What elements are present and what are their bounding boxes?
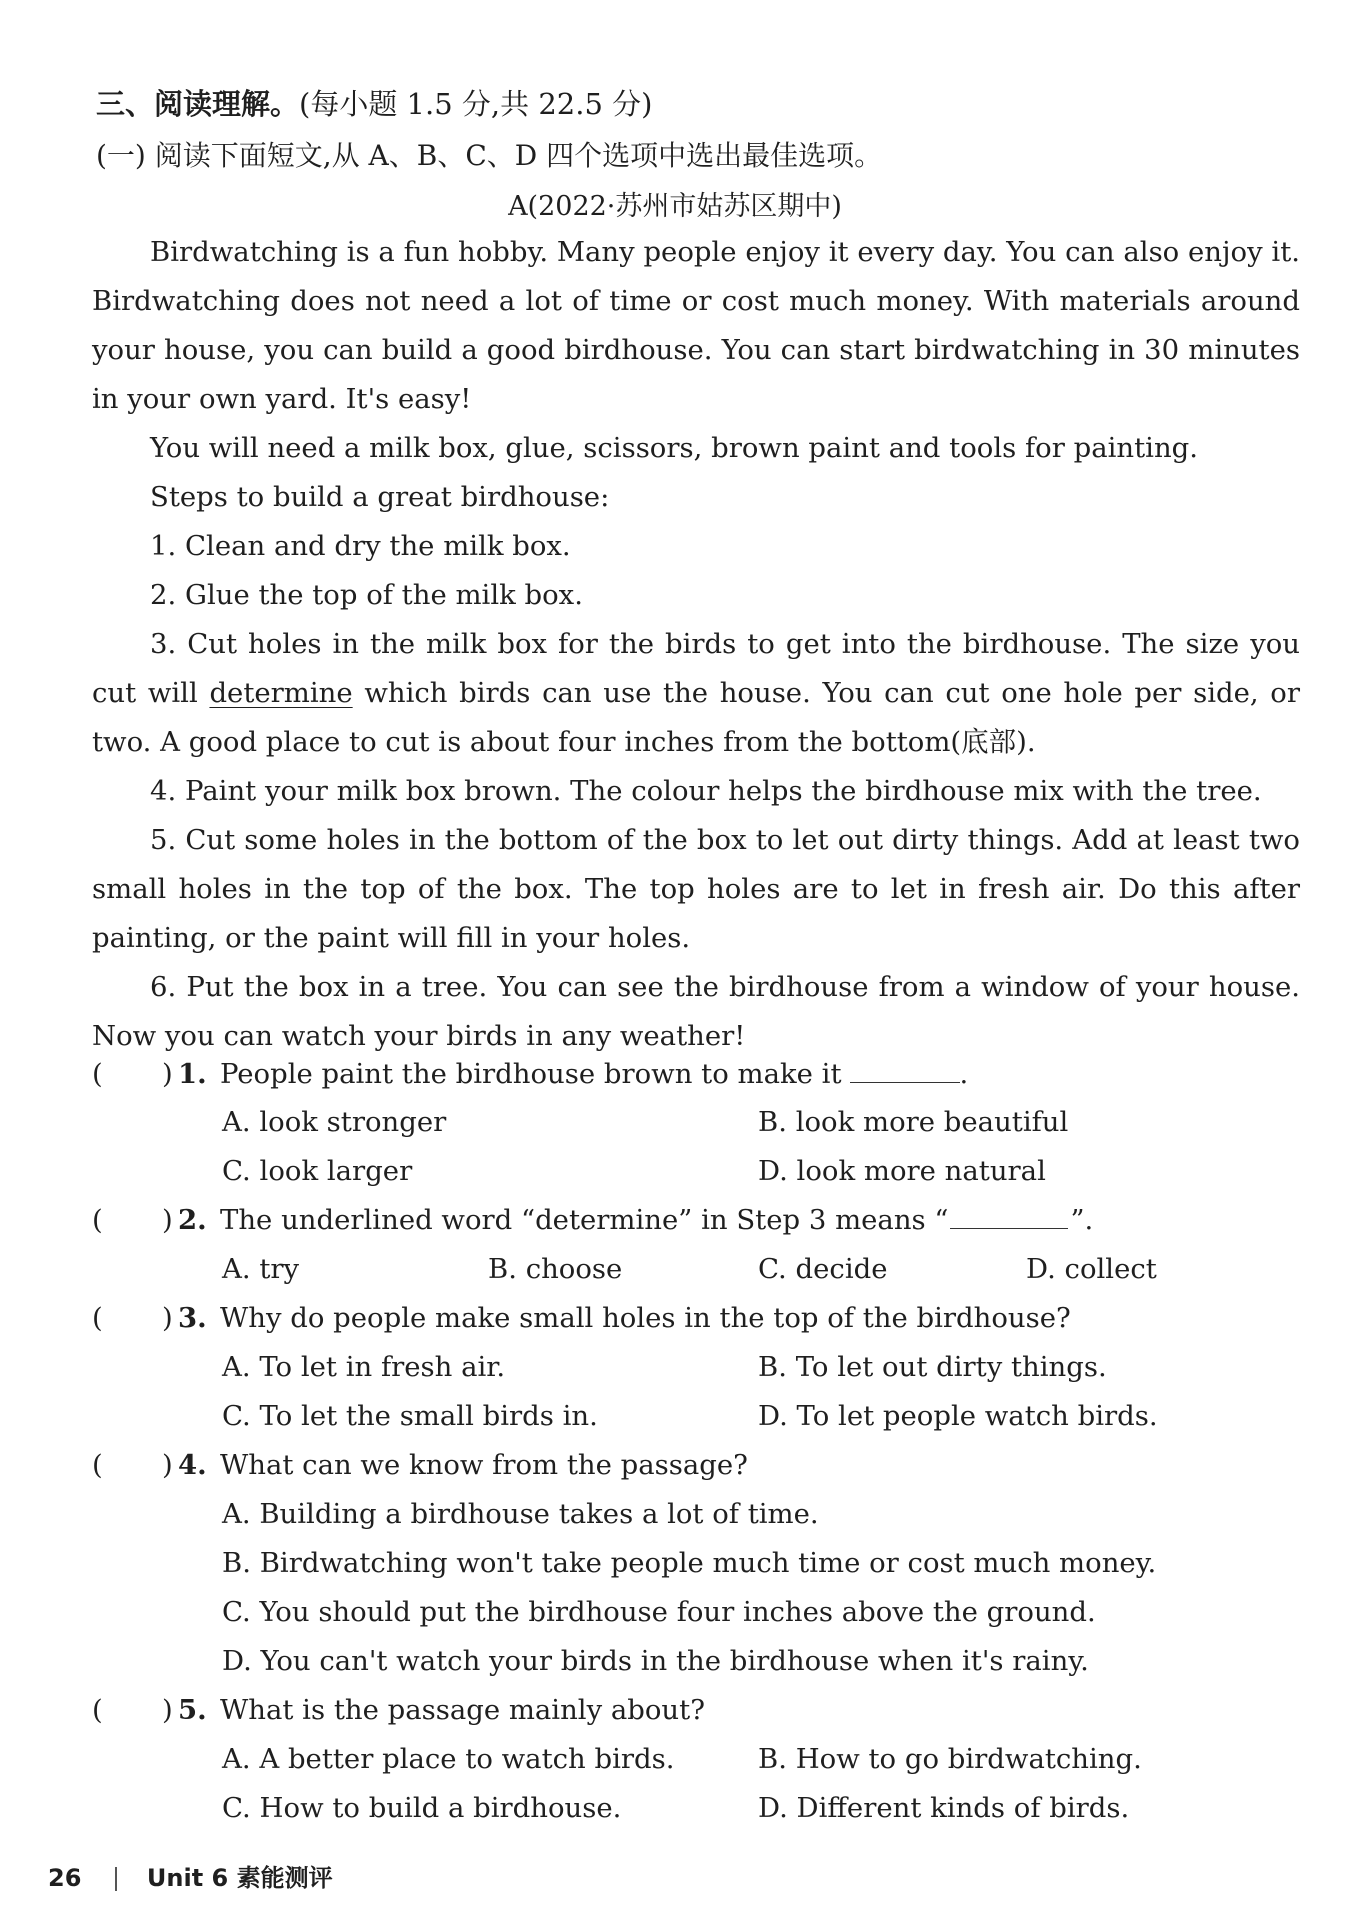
step-5: 5. Cut some holes in the bottom of the box to let out dirty things. Add at least two small holes in the top of the box. The top holes are to let in fresh air. Do this after painting, or the paint will fill in your holes.	[92, 824, 1300, 954]
question-number: 2.	[178, 1204, 207, 1236]
q1-option-b[interactable]: B. look more beautiful	[758, 1106, 1069, 1138]
q4-option-a[interactable]: A. Building a birdhouse takes a lot of time.	[222, 1498, 819, 1530]
question-text: What can we know from the passage?	[220, 1449, 748, 1481]
section-heading-title: 三、阅读理解。	[96, 87, 300, 121]
step-4: 4. Paint your milk box brown. The colour helps the birdhouse mix with the tree.	[150, 775, 1262, 807]
q3-option-c[interactable]: C. To let the small birds in.	[222, 1400, 598, 1432]
step-3-part-a: 3. Cut holes in the milk box for the birds to get into the birdhouse. The size you cut will	[92, 628, 1300, 709]
q2-option-d[interactable]: D. collect	[1026, 1253, 1157, 1285]
question-number: 1.	[178, 1058, 207, 1090]
answer-paren-close: )	[162, 1449, 173, 1481]
q2-option-b[interactable]: B. choose	[488, 1253, 623, 1285]
answer-paren-close: )	[162, 1694, 173, 1726]
answer-paren-open[interactable]: (	[92, 1058, 103, 1090]
passage-title: A(2022·苏州市姑苏区期中)	[508, 191, 842, 222]
q5-option-b[interactable]: B. How to go birdwatching.	[758, 1743, 1142, 1775]
q4-option-b[interactable]: B. Birdwatching won't take people much time or cost much money.	[222, 1547, 1157, 1579]
question-number: 5.	[178, 1694, 207, 1726]
answer-paren-open[interactable]: (	[92, 1302, 103, 1334]
step-3	[92, 620, 1300, 767]
answer-paren-close: )	[162, 1058, 173, 1090]
passage-body	[92, 228, 1300, 1061]
q5-option-c[interactable]: C. How to build a birdhouse.	[222, 1792, 622, 1824]
question-number: 4.	[178, 1449, 207, 1481]
step-2: 2. Glue the top of the milk box.	[150, 579, 583, 611]
passage-paragraph-2: You will need a milk box, glue, scissors, brown paint and tools for painting.	[150, 432, 1198, 464]
page-footer	[48, 1858, 333, 1893]
answer-blank[interactable]	[950, 1206, 1068, 1229]
q1-option-a[interactable]: A. look stronger	[222, 1106, 447, 1138]
answer-blank[interactable]	[850, 1060, 960, 1083]
q3-option-b[interactable]: B. To let out dirty things.	[758, 1351, 1107, 1383]
question-stem: The underlined word “determine” in Step 3 means “	[220, 1204, 949, 1236]
answer-paren-open[interactable]: (	[92, 1694, 103, 1726]
section-heading-note: (每小题 1.5 分,共 22.5 分)	[299, 87, 653, 121]
question-text	[220, 1058, 968, 1090]
q5-option-d[interactable]: D. Different kinds of birds.	[758, 1792, 1130, 1824]
underlined-word: determine	[209, 677, 353, 709]
passage-paragraph-3: Steps to build a great birdhouse:	[150, 481, 610, 513]
footer-divider	[115, 1867, 117, 1891]
q3-option-d[interactable]: D. To let people watch birds.	[758, 1400, 1158, 1432]
question-end: .	[959, 1058, 969, 1090]
q1-option-d[interactable]: D. look more natural	[758, 1155, 1046, 1187]
question-stem: People paint the birdhouse brown to make it	[220, 1058, 842, 1090]
question-text: What is the passage mainly about?	[220, 1694, 705, 1726]
question-text	[220, 1204, 1093, 1236]
section-heading	[96, 82, 652, 123]
q3-option-a[interactable]: A. To let in fresh air.	[222, 1351, 506, 1383]
page-number: 26	[48, 1864, 82, 1892]
section-instruction: (一) 阅读下面短文,从 A、B、C、D 四个选项中选出最佳选项。	[96, 139, 883, 172]
question-number: 3.	[178, 1302, 207, 1334]
answer-paren-close: )	[162, 1302, 173, 1334]
answer-paren-open[interactable]: (	[92, 1204, 103, 1236]
question-end: ”.	[1070, 1204, 1094, 1236]
answer-paren-close: )	[162, 1204, 173, 1236]
question-text: Why do people make small holes in the top of the birdhouse?	[220, 1302, 1071, 1334]
step-1: 1. Clean and dry the milk box.	[150, 530, 571, 562]
passage-paragraph-1: Birdwatching is a fun hobby. Many people enjoy it every day. You can also enjoy it. Birdwatching does not need a lot of time or cost much money. With materials around your house, you can build a good birdhouse. You can start birdwatching in 30 minutes in your own yard. It's easy!	[92, 236, 1300, 415]
q5-option-a[interactable]: A. A better place to watch birds.	[222, 1743, 675, 1775]
unit-label: Unit 6 素能测评	[146, 1864, 333, 1892]
q2-option-c[interactable]: C. decide	[758, 1253, 888, 1285]
q1-option-c[interactable]: C. look larger	[222, 1155, 413, 1187]
q4-option-c[interactable]: C. You should put the birdhouse four inches above the ground.	[222, 1596, 1096, 1628]
step-3-part-b: which birds can use the house. You can cut one hole per side, or two. A good place to cut is about four inches from the bottom(底部).	[92, 677, 1300, 758]
q2-option-a[interactable]: A. try	[222, 1253, 300, 1285]
q4-option-d[interactable]: D. You can't watch your birds in the birdhouse when it's rainy.	[222, 1645, 1089, 1677]
step-6: 6. Put the box in a tree. You can see the birdhouse from a window of your house. Now you can watch your birds in any weather!	[92, 971, 1300, 1052]
answer-paren-open[interactable]: (	[92, 1449, 103, 1481]
